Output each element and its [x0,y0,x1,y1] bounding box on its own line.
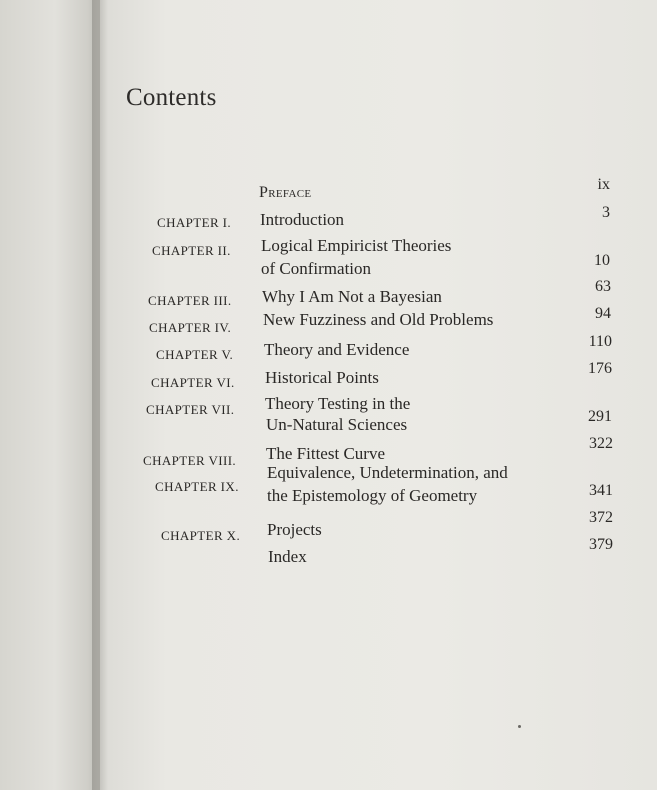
paper-speck [518,725,521,728]
chapter-title: New Fuzziness and Old Problems [263,310,494,329]
chapter-page: 176 [588,360,612,377]
chapter-page: 291 [588,408,612,425]
chapter-page: 110 [588,333,612,350]
chapter-page: 341 [589,482,613,499]
chapter-title: Introduction [260,210,345,229]
chapter-label: CHAPTER VI. [151,375,235,390]
chapter-title: Theory Testing in the [265,394,411,413]
contents-heading: Contents [126,84,217,111]
chapter-title: Equivalence, Undetermination, and [267,463,508,482]
preface-page: ix [597,176,610,193]
index-page: 379 [589,536,613,553]
chapter-page: 322 [589,435,613,452]
facing-page [0,0,100,790]
chapter-label: CHAPTER VIII. [143,453,237,468]
index-title: Index [268,547,307,566]
chapter-title-continued: of Confirmation [261,259,372,278]
chapter-title: Why I Am Not a Bayesian [262,287,442,306]
chapter-page: 94 [595,305,611,322]
chapter-title: Projects [267,520,322,539]
chapter-page: 3 [602,204,610,221]
chapter-title: Historical Points [265,368,379,387]
chapter-label: CHAPTER VII. [146,402,235,417]
chapter-label: CHAPTER I. [157,215,232,230]
chapter-label: CHAPTER IX. [155,479,239,494]
chapter-label: CHAPTER X. [161,528,241,543]
chapter-title: The Fittest Curve [266,444,385,463]
chapter-label: CHAPTER IV. [149,320,232,335]
chapter-label: CHAPTER II. [152,243,231,258]
chapter-page: 63 [595,278,611,295]
chapter-title: Theory and Evidence [264,340,410,359]
book-gutter [92,0,108,790]
chapter-title: Logical Empiricist Theories [261,236,452,255]
chapter-label: CHAPTER III. [148,293,232,308]
chapter-page: 372 [589,509,613,526]
chapter-title-continued: the Epistemology of Geometry [267,486,478,505]
chapter-title-continued: Un-Natural Sciences [266,415,408,434]
chapter-page: 10 [594,252,610,269]
preface-title: Preface [259,184,312,201]
chapter-label: CHAPTER V. [156,347,234,362]
